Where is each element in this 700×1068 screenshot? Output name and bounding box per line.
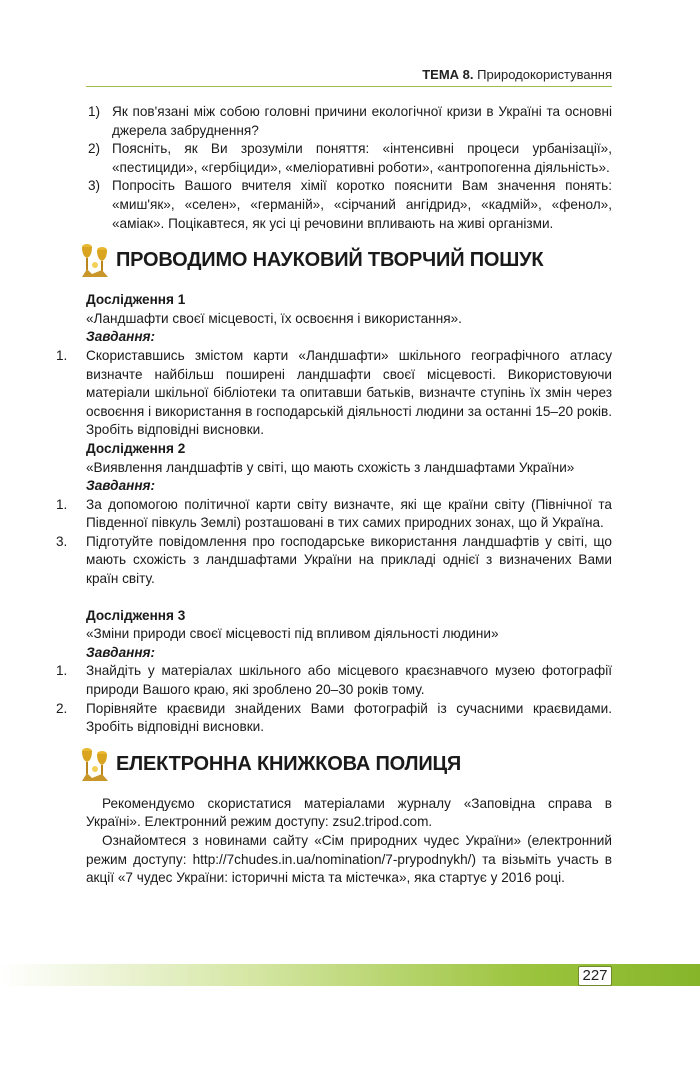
question-item [86, 103, 612, 140]
study-subtitle: «Виявлення ландшафтів у світі, що мають схожість з ландшафтами України» [86, 459, 575, 475]
header-topic [422, 66, 612, 85]
section-title-research: ПРОВОДИМО НАУКОВИЙ ТВОРЧИЙ ПОШУК [116, 249, 544, 272]
task-text: Порівняйте краєвиди знайдених Вами фотографій із сучасними краєвидами. Зробіть відповідні висновки. [86, 700, 612, 735]
page-content [56, 103, 612, 888]
page-number: 227 [578, 966, 612, 986]
study-subtitle: «Зміни природи своєї місцевості під впливом діяльності людини» [86, 626, 499, 642]
study-title: Дослідження 1 [86, 292, 186, 308]
section-title-bookshelf: ЕЛЕКТРОННА КНИЖКОВА ПОЛИЦЯ [116, 752, 462, 775]
task-number: 1. [56, 663, 68, 679]
study-title: Дослідження 3 [86, 607, 186, 623]
question-text: Попросіть Вашого вчителя хімії коротко пояснити Вам значення понять: «миш'як», «селен», «германій», «сірчаний ангідрид», «кадмій», «фенол», «аміак». Поцікавтеся, як усі ці речовини впливають на живі організми. [112, 178, 612, 231]
question-item [86, 140, 612, 177]
trophy-icon [78, 745, 112, 785]
question-number: 2) [88, 141, 101, 157]
task-label: Завдання: [86, 478, 156, 494]
task-item [56, 662, 612, 699]
page-header [86, 64, 612, 87]
spacer [86, 589, 612, 607]
task-text: Знайдіть у матеріалах шкільного або місцевого краєзнавчого музею фотографії природи Вашого краю, які зроблено 20–30 років тому. [86, 663, 612, 698]
trophy-icon [78, 241, 112, 281]
task-label: Завдання: [86, 644, 156, 660]
bookshelf-paragraph: Рекомендуємо скористатися матеріалами журналу «Заповідна справа в Україні». Електронний режим доступу: zsu2.tripod.com. [86, 795, 612, 830]
task-label: Завдання: [86, 329, 156, 345]
question-number: 1) [88, 104, 101, 119]
task-number: 3. [56, 533, 68, 549]
task-item [56, 700, 612, 737]
task-item [56, 347, 612, 440]
header-topic-title: Природокористування [477, 67, 612, 82]
task-text: Підготуйте повідомлення про господарське використання ландшафтів у світі, що мають схожість з ландшафтами України на прикладі однієї з визначених Вами країн світу. [86, 533, 612, 587]
study-title: Дослідження 2 [86, 440, 186, 456]
study-block [56, 291, 612, 440]
task-text: Скориставшись змістом карти «Ландшафти» шкільного географічного атласу визначте найбільш поширені ландшафти своєї місцевості. Використовуючи матеріали шкільної бібліотеки та опитавши батьків, визначте ступінь їх змін через освоєння і використання в господарській діяльності людини за останні 15–20 років. Зробіть відповідні висновки. [86, 347, 612, 438]
question-text: Поясніть, як Ви зрозуміли поняття: «інтенсивні процеси урбанізації», «пестициди», «гербіциди», «меліоративні роботи», «антропогенна діяльність». [112, 141, 612, 175]
study-block [56, 607, 612, 737]
task-number: 2. [56, 700, 68, 716]
bookshelf-paragraph: Ознайомтеся з новинами сайту «Сім природних чудес України» (електронний режим доступу: http://7chudes.in.ua/nomination/7-prypodnykh/) та візьміть участь в акції «7 чудес України: історичні міста та містечка», яка стартує у 2016 році. [86, 833, 612, 886]
section-heading-bookshelf [78, 745, 612, 789]
question-text: Як пов'язані між собою головні причини екологічної кризи в Україні та основні джерела забруднення? [112, 104, 612, 138]
study-subtitle: «Ландшафти своєї місцевості, їх освоєння і використання». [86, 310, 462, 326]
question-item [86, 177, 612, 233]
study-block [56, 440, 612, 589]
question-list [86, 103, 612, 233]
section-heading-research [78, 241, 612, 285]
task-number: 1. [56, 496, 68, 512]
task-item [56, 533, 612, 589]
task-number: 1. [56, 347, 68, 363]
task-item [56, 496, 612, 533]
header-topic-label: ТЕМА 8. [422, 67, 474, 82]
task-text: За допомогою політичної карти світу визначте, які ще країни світу (Північної та Південної півкуль Землі) розташовані в тих самих природних зонах, що й Україна. [86, 496, 612, 531]
question-number: 3) [88, 178, 101, 194]
